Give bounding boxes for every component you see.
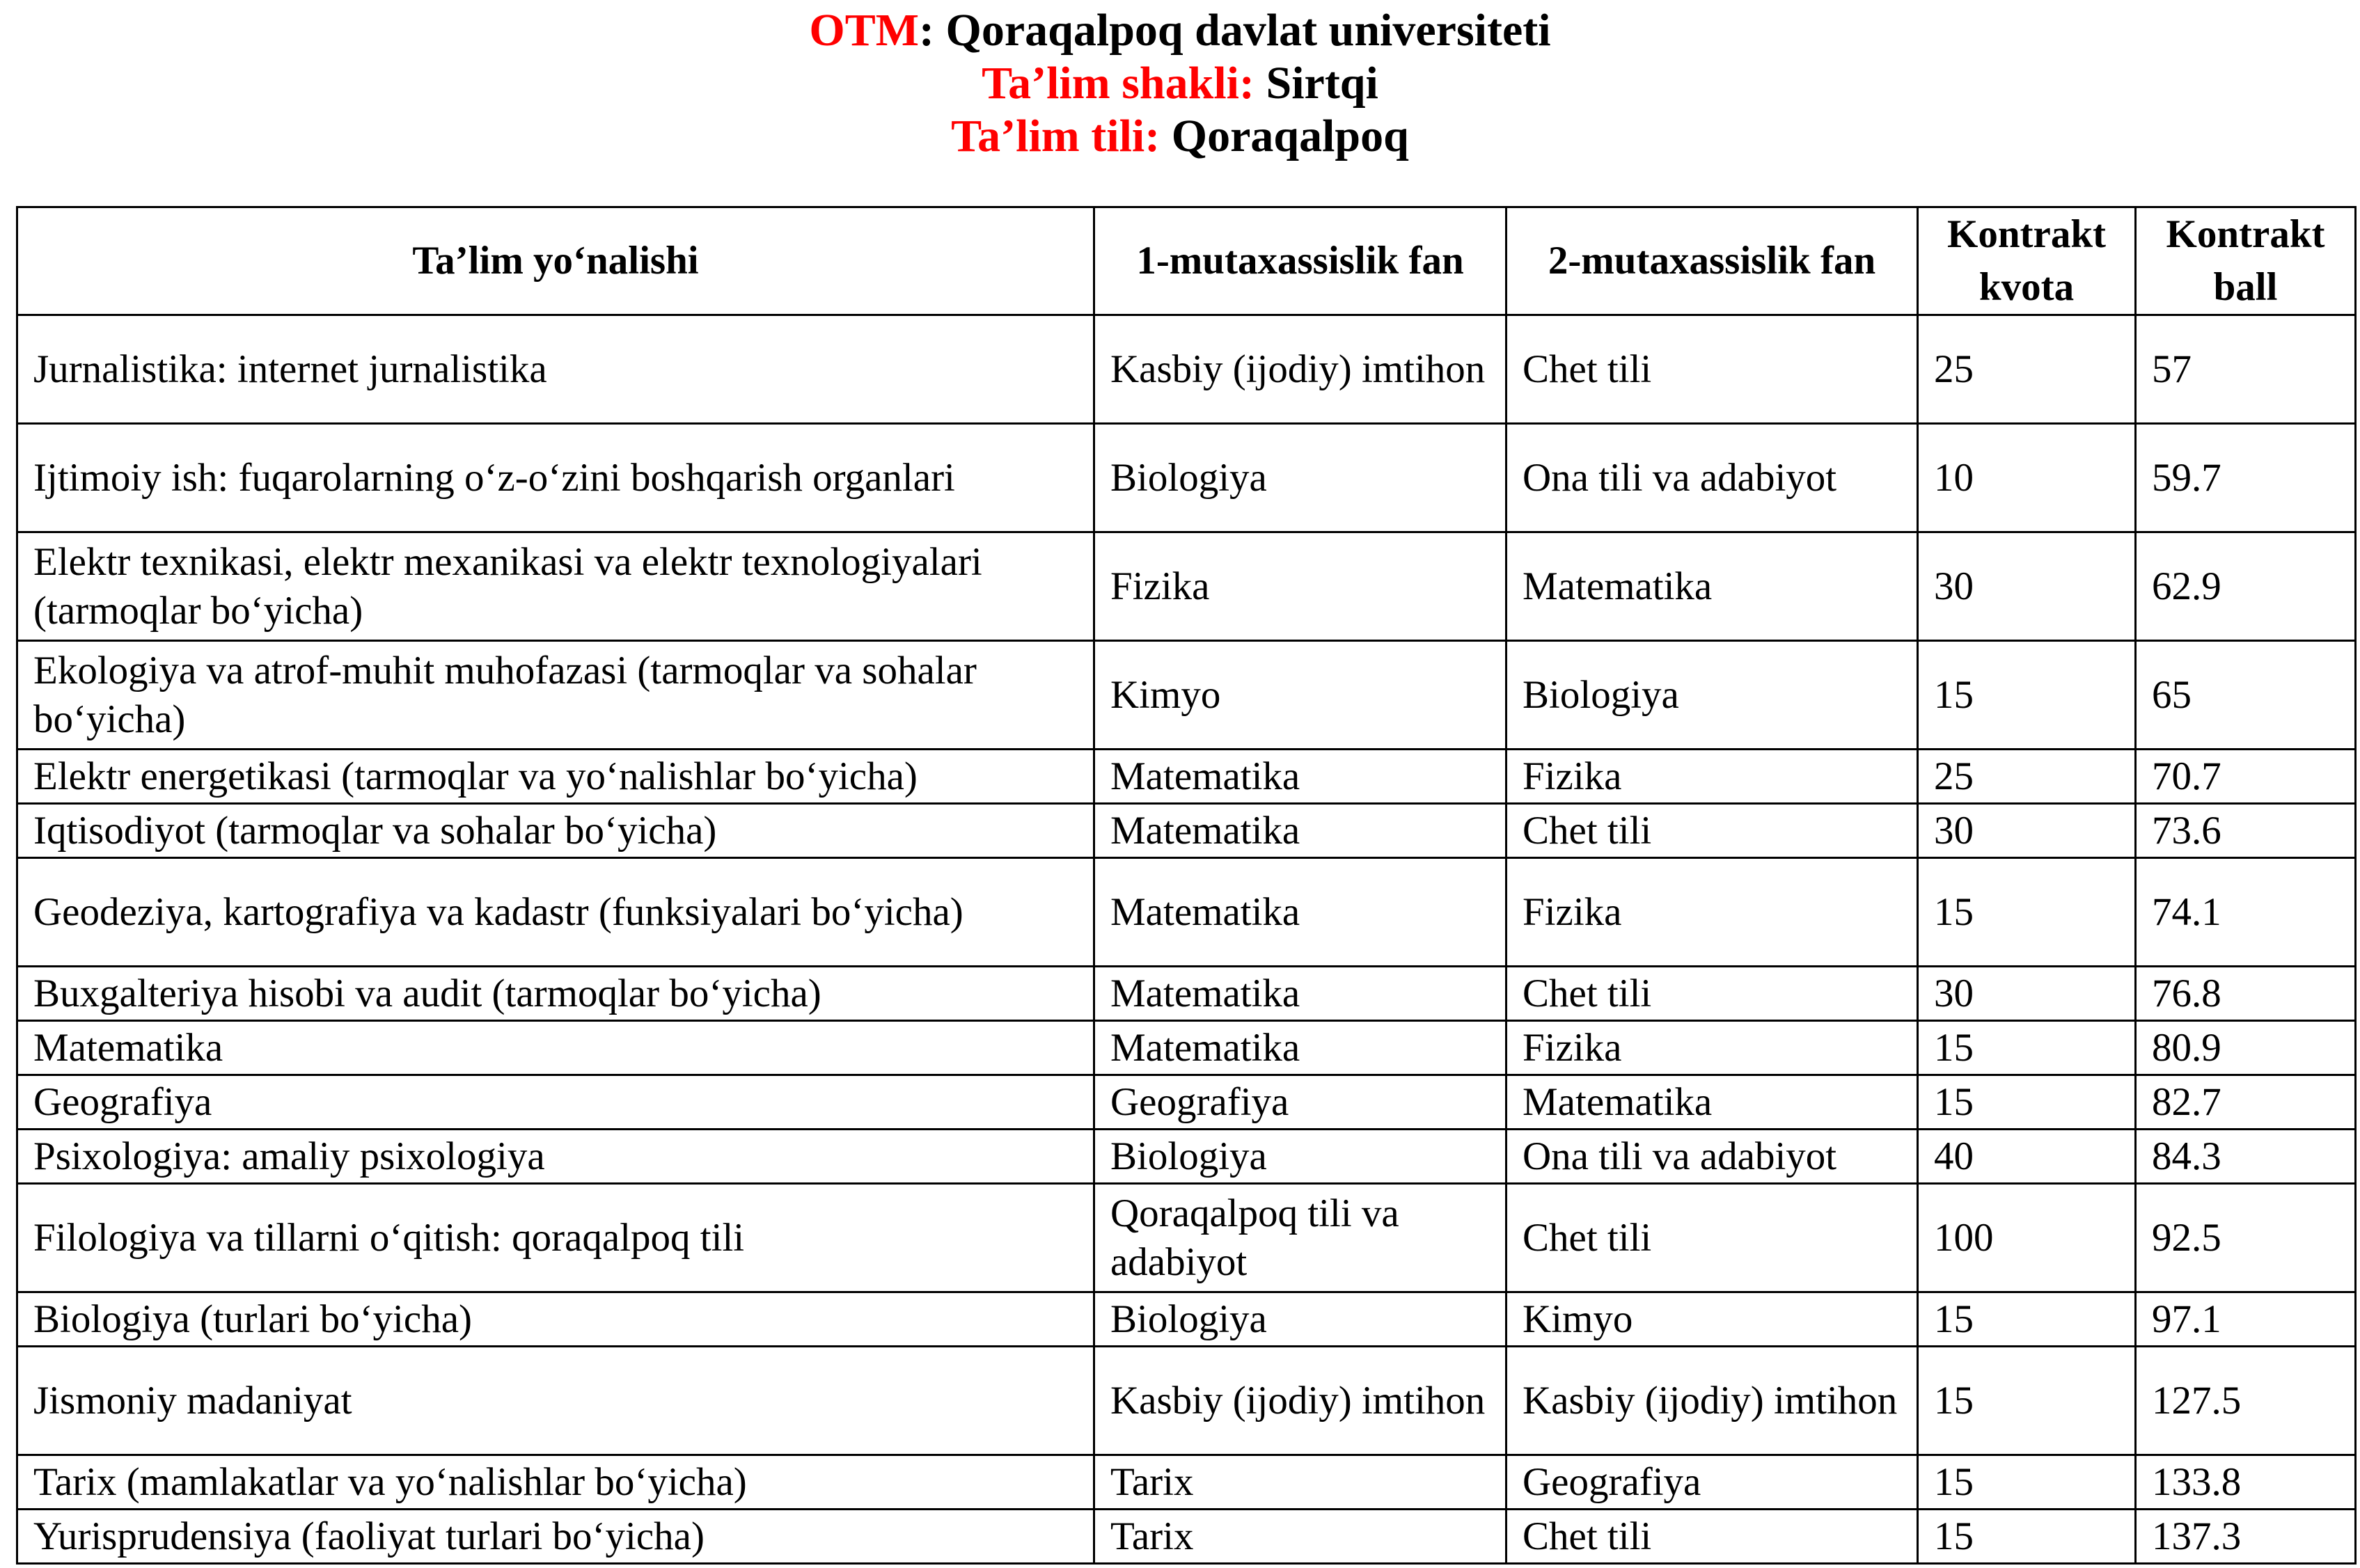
header-university <box>0 4 2360 57</box>
score-cell: 80.9 <box>2136 1021 2356 1075</box>
score-cell: 92.5 <box>2136 1184 2356 1292</box>
quota-cell: 40 <box>1918 1130 2136 1184</box>
score-cell: 59.7 <box>2136 424 2356 532</box>
header-subject-2: 2-mutaxassislik fan <box>1507 207 1918 315</box>
table-row <box>17 1292 2356 1347</box>
header-subject-1: 1-mutaxassislik fan <box>1094 207 1507 315</box>
header-value: Qoraqalpoq <box>1171 111 1409 161</box>
table-row <box>17 315 2356 424</box>
score-cell: 137.3 <box>2136 1510 2356 1564</box>
subject-1-cell: Kimyo <box>1094 641 1507 750</box>
subject-2-cell: Ona tili va adabiyot <box>1507 424 1918 532</box>
table-row <box>17 804 2356 858</box>
subject-2-cell: Chet tili <box>1507 1184 1918 1292</box>
table-row <box>17 1455 2356 1510</box>
subject-1-cell: Qoraqalpoq tili va adabiyot <box>1094 1184 1507 1292</box>
subject-2-cell: Chet tili <box>1507 1510 1918 1564</box>
subject-2-cell: Ona tili va adabiyot <box>1507 1130 1918 1184</box>
header-direction: Ta’lim yo‘nalishi <box>17 207 1094 315</box>
quota-cell: 30 <box>1918 532 2136 641</box>
header-label: Ta’lim tili: <box>951 111 1161 161</box>
admission-table <box>16 206 2357 1565</box>
table-header-row <box>17 207 2356 315</box>
subject-1-cell: Matematika <box>1094 858 1507 967</box>
direction-cell: Geografiya <box>17 1075 1094 1130</box>
subject-2-cell: Chet tili <box>1507 804 1918 858</box>
subject-2-cell: Geografiya <box>1507 1455 1918 1510</box>
subject-1-cell: Fizika <box>1094 532 1507 641</box>
direction-cell: Tarix (mamlakatlar va yo‘nalishlar bo‘yicha) <box>17 1455 1094 1510</box>
document-header <box>0 0 2360 163</box>
subject-2-cell: Fizika <box>1507 750 1918 804</box>
quota-cell: 10 <box>1918 424 2136 532</box>
score-cell: 84.3 <box>2136 1130 2356 1184</box>
direction-cell: Iqtisodiyot (tarmoqlar va sohalar bo‘yicha) <box>17 804 1094 858</box>
score-cell: 73.6 <box>2136 804 2356 858</box>
table-row <box>17 858 2356 967</box>
quota-cell: 15 <box>1918 1021 2136 1075</box>
table-row <box>17 424 2356 532</box>
subject-2-cell: Chet tili <box>1507 315 1918 424</box>
header-separator <box>1160 111 1172 161</box>
subject-1-cell: Tarix <box>1094 1455 1507 1510</box>
header-study-form <box>0 57 2360 110</box>
header-label: Ta’lim shakli: <box>982 58 1254 109</box>
subject-2-cell: Fizika <box>1507 1021 1918 1075</box>
table-body <box>17 315 2356 1564</box>
quota-cell: 25 <box>1918 750 2136 804</box>
quota-cell: 15 <box>1918 1347 2136 1455</box>
direction-cell: Jismoniy madaniyat <box>17 1347 1094 1455</box>
subject-2-cell: Matematika <box>1507 1075 1918 1130</box>
subject-1-cell: Matematika <box>1094 1021 1507 1075</box>
direction-cell: Jurnalistika: internet jurnalistika <box>17 315 1094 424</box>
score-cell: 70.7 <box>2136 750 2356 804</box>
quota-cell: 15 <box>1918 1455 2136 1510</box>
direction-cell: Ijtimoiy ish: fuqarolarning o‘z-o‘zini boshqarish organlari <box>17 424 1094 532</box>
direction-cell: Filologiya va tillarni o‘qitish: qoraqalpoq tili <box>17 1184 1094 1292</box>
quota-cell: 15 <box>1918 1510 2136 1564</box>
direction-cell: Yurisprudensiya (faoliyat turlari bo‘yicha) <box>17 1510 1094 1564</box>
score-cell: 82.7 <box>2136 1075 2356 1130</box>
direction-cell: Buxgalteriya hisobi va audit (tarmoqlar bo‘yicha) <box>17 967 1094 1021</box>
subject-1-cell: Matematika <box>1094 804 1507 858</box>
table-row <box>17 1021 2356 1075</box>
subject-2-cell: Matematika <box>1507 532 1918 641</box>
quota-cell: 15 <box>1918 641 2136 750</box>
header-label: OTM <box>809 5 920 56</box>
score-cell: 133.8 <box>2136 1455 2356 1510</box>
subject-1-cell: Tarix <box>1094 1510 1507 1564</box>
direction-cell: Psixologiya: amaliy psixologiya <box>17 1130 1094 1184</box>
quota-cell: 15 <box>1918 1292 2136 1347</box>
score-cell: 57 <box>2136 315 2356 424</box>
quota-cell: 25 <box>1918 315 2136 424</box>
subject-1-cell: Biologiya <box>1094 1130 1507 1184</box>
subject-2-cell: Biologiya <box>1507 641 1918 750</box>
table-row <box>17 1347 2356 1455</box>
header-quota: Kontrakt kvota <box>1918 207 2136 315</box>
quota-cell: 100 <box>1918 1184 2136 1292</box>
quota-cell: 30 <box>1918 967 2136 1021</box>
subject-1-cell: Kasbiy (ijodiy) imtihon <box>1094 1347 1507 1455</box>
header-separator: : <box>919 5 946 56</box>
quota-cell: 15 <box>1918 1075 2136 1130</box>
direction-cell: Elektr energetikasi (tarmoqlar va yo‘nalishlar bo‘yicha) <box>17 750 1094 804</box>
subject-1-cell: Biologiya <box>1094 1292 1507 1347</box>
subject-1-cell: Biologiya <box>1094 424 1507 532</box>
table-row <box>17 1130 2356 1184</box>
score-cell: 76.8 <box>2136 967 2356 1021</box>
direction-cell: Geodeziya, kartografiya va kadastr (funksiyalari bo‘yicha) <box>17 858 1094 967</box>
subject-2-cell: Kasbiy (ijodiy) imtihon <box>1507 1347 1918 1455</box>
quota-cell: 15 <box>1918 858 2136 967</box>
table-row <box>17 532 2356 641</box>
header-separator <box>1254 58 1266 109</box>
table-row <box>17 1510 2356 1564</box>
table-row <box>17 641 2356 750</box>
score-cell: 127.5 <box>2136 1347 2356 1455</box>
score-cell: 74.1 <box>2136 858 2356 967</box>
subject-2-cell: Fizika <box>1507 858 1918 967</box>
header-study-language <box>0 110 2360 163</box>
direction-cell: Matematika <box>17 1021 1094 1075</box>
subject-1-cell: Kasbiy (ijodiy) imtihon <box>1094 315 1507 424</box>
subject-2-cell: Chet tili <box>1507 967 1918 1021</box>
table-row <box>17 1184 2356 1292</box>
subject-1-cell: Geografiya <box>1094 1075 1507 1130</box>
header-value: Sirtqi <box>1266 58 1378 109</box>
score-cell: 62.9 <box>2136 532 2356 641</box>
table-row <box>17 967 2356 1021</box>
table-row <box>17 750 2356 804</box>
header-score: Kontrakt ball <box>2136 207 2356 315</box>
direction-cell: Ekologiya va atrof-muhit muhofazasi (tarmoqlar va sohalar bo‘yicha) <box>17 641 1094 750</box>
subject-2-cell: Kimyo <box>1507 1292 1918 1347</box>
header-value: Qoraqalpoq davlat universiteti <box>945 5 1551 56</box>
subject-1-cell: Matematika <box>1094 967 1507 1021</box>
subject-1-cell: Matematika <box>1094 750 1507 804</box>
score-cell: 97.1 <box>2136 1292 2356 1347</box>
score-cell: 65 <box>2136 641 2356 750</box>
quota-cell: 30 <box>1918 804 2136 858</box>
direction-cell: Elektr texnikasi, elektr mexanikasi va elektr texnologiyalari (tarmoqlar bo‘yicha) <box>17 532 1094 641</box>
table-row <box>17 1075 2356 1130</box>
direction-cell: Biologiya (turlari bo‘yicha) <box>17 1292 1094 1347</box>
